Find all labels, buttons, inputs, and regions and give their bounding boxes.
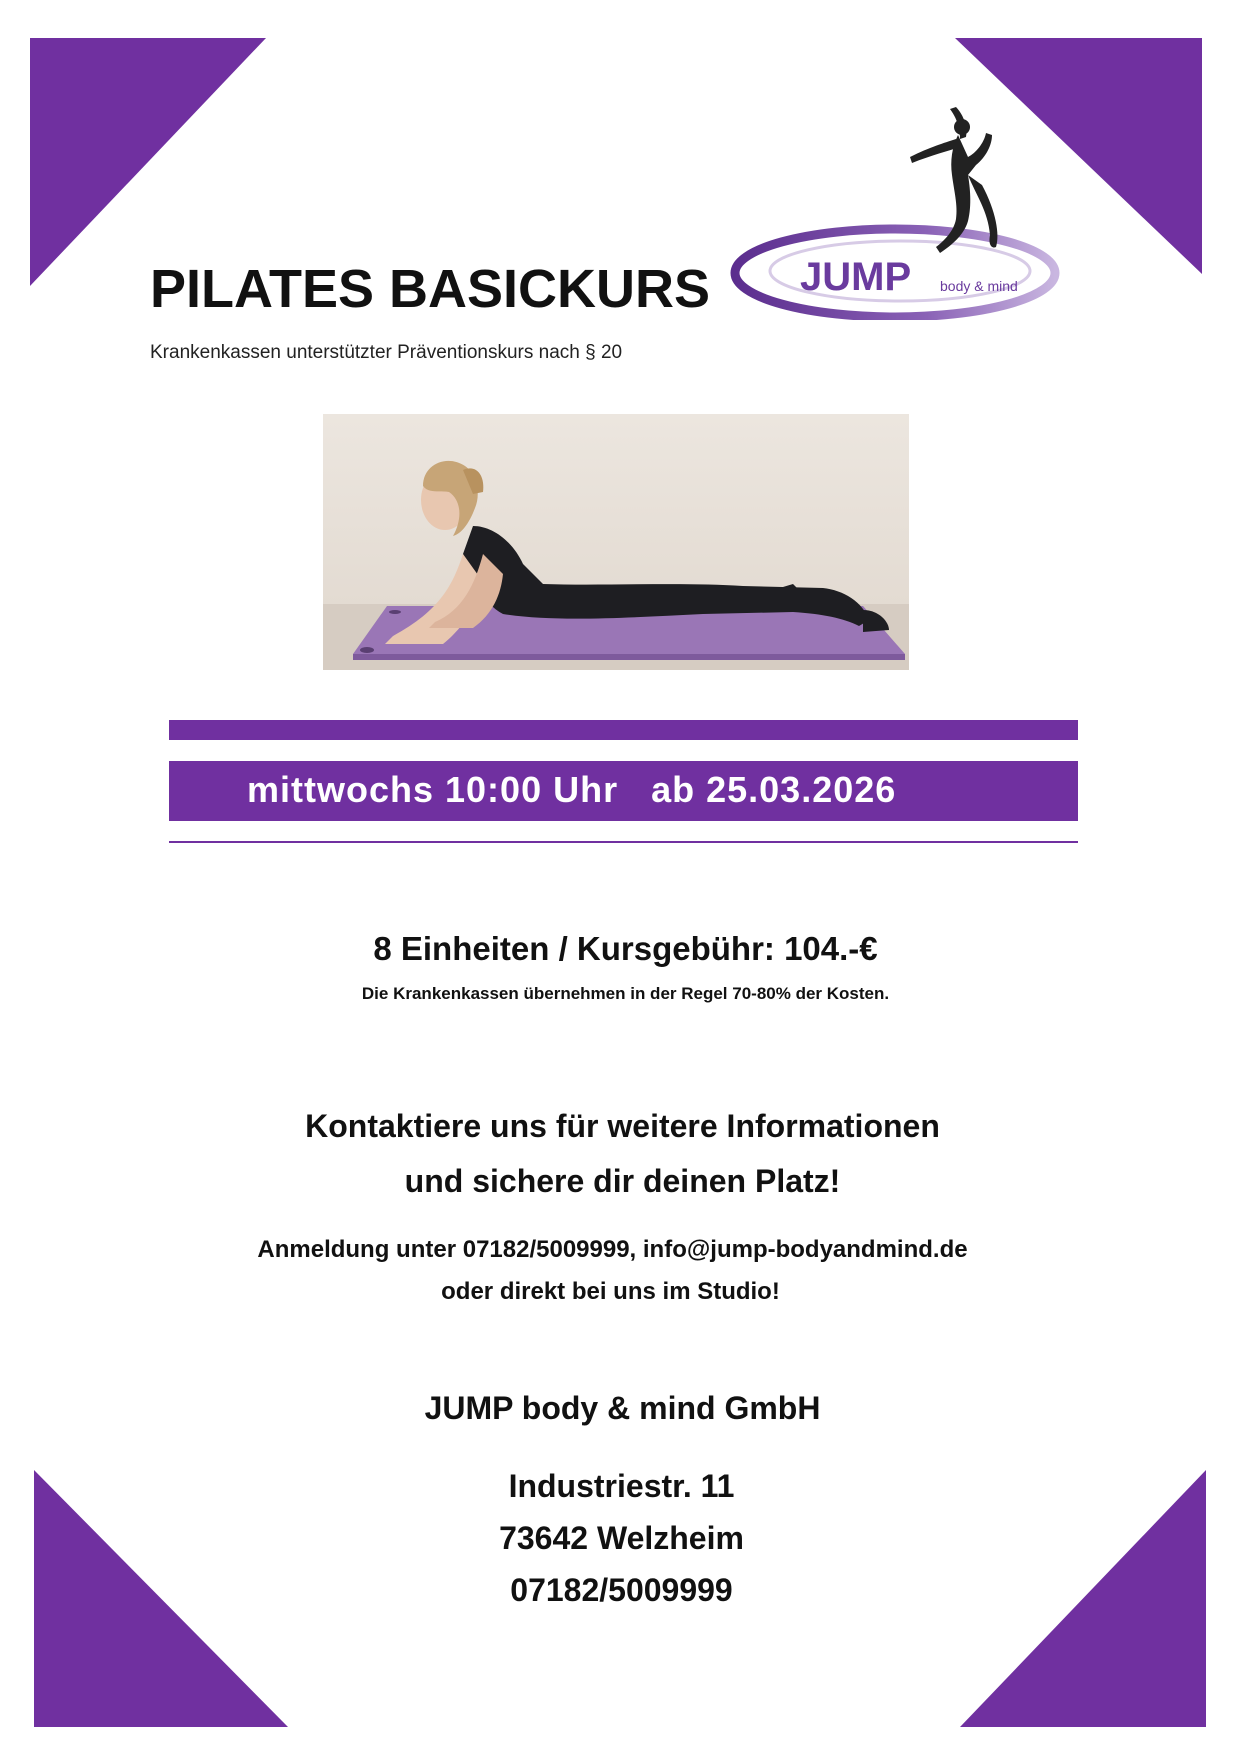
accent-bar-top [169,720,1078,740]
page-subtitle: Krankenkassen unterstützter Präventionskurs nach § 20 [150,342,623,363]
course-units-fee: 8 Einheiten / Kursgebühr: 104.-€ [373,930,878,967]
company-street: Industriestr. 11 [508,1468,735,1504]
pilates-photo [323,414,909,670]
jump-logo [730,95,1060,320]
insurance-note: Die Krankenkassen übernehmen in der Regel 70-80% der Kosten. [361,984,890,1003]
accent-line-bottom [169,841,1078,843]
registration-line-1: Anmeldung unter 07182/5009999, info@jump-bodyandmind.de [257,1236,968,1263]
logo-brand-text: JUMP [800,255,912,299]
page-title: PILATES BASICKURS [150,259,711,319]
schedule-banner [169,761,1078,821]
company-name: JUMP body & mind GmbH [424,1390,821,1426]
company-city: 73642 Welzheim [499,1520,744,1556]
logo-tagline-text: body & mind [940,278,1018,294]
registration-line-2: oder direkt bei uns im Studio! [441,1278,780,1305]
contact-line-1: Kontaktiere uns für weitere Informationen [305,1108,940,1144]
corner-triangle-top-left [30,38,270,288]
schedule-text: mittwochs 10:00 Uhr ab 25.03.2026 [247,769,897,810]
contact-line-2: und sichere dir deinen Platz! [404,1163,841,1199]
company-phone: 07182/5009999 [510,1572,733,1608]
